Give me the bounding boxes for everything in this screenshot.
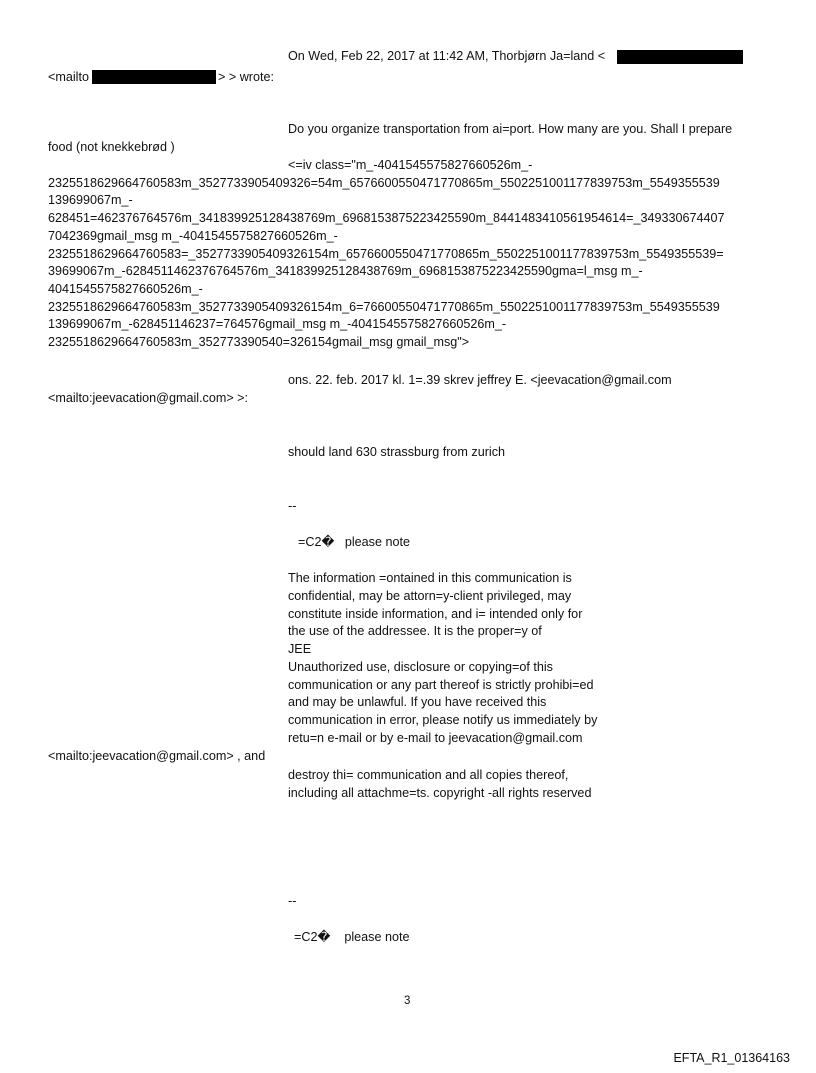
disclaimer-line: including all attachme=ts. copyright -all rights reserved xyxy=(288,786,592,800)
div-class-line: 2325518629664760583m_352773390540=326154gmail_msg gmail_msg"> xyxy=(48,335,470,349)
disclaimer-line: the use of the addressee. It is the proper=y of xyxy=(288,624,542,638)
redaction-bar xyxy=(92,70,216,84)
div-class-line: 4041545575827660526m_- xyxy=(48,282,203,296)
message1-line2: food (not knekkebrød ) xyxy=(48,140,175,154)
div-class-line: 39699067m_-6284511462376764576m_341839925128438769m_6968153875223425590gma=l_msg m_- xyxy=(48,264,643,278)
quote-header-date-line: On Wed, Feb 22, 2017 at 11:42 AM, Thorbjørn Ja=land < xyxy=(288,49,606,63)
div-class-line: 7042369gmail_msg m_-4041545575827660526m_- xyxy=(48,229,338,243)
div-class-line: 628451=462376764576m_341839925128438769m_6968153875223425590m_8441483410561954614=_349330674407 xyxy=(48,211,725,225)
document-id: EFTA_R1_01364163 xyxy=(673,1051,790,1065)
quote-header-mailto-prefix: <mailto xyxy=(48,70,89,84)
div-class-line: 2325518629664760583m_3527733905409326=54m_6576600550471770865m_5502251001177839753m_5549355539 xyxy=(48,176,720,190)
signature-separator: -- xyxy=(288,894,297,908)
redaction-bar xyxy=(617,50,743,64)
div-class-line: 139699067m_-628451146237=764576gmail_msg m_-4041545575827660526m_- xyxy=(48,317,507,331)
message2-text: should land 630 strassburg from zurich xyxy=(288,445,506,459)
disclaimer-line: constitute inside information, and i= intended only for xyxy=(288,607,583,621)
div-class-line: 139699067m_- xyxy=(48,193,133,207)
div-class-line: <=iv class="m_-4041545575827660526m_- xyxy=(288,158,533,172)
div-class-line: 2325518629664760583m_3527733905409326154m_6=76600550471770865m_5502251001177839753m_5549355539 xyxy=(48,300,720,314)
quote-header-wrote: > > wrote: xyxy=(218,70,275,84)
disclaimer-line: communication or any part thereof is strictly prohibi=ed xyxy=(288,678,594,692)
disclaimer-line: Unauthorized use, disclosure or copying=of this xyxy=(288,660,553,674)
disclaimer-line: communication in error, please notify us immediately by xyxy=(288,713,598,727)
disclaimer-line: destroy thi= communication and all copies thereof, xyxy=(288,768,569,782)
disclaimer-mailto: <mailto:jeevacation@gmail.com> , and xyxy=(48,749,266,763)
disclaimer-line: JEE xyxy=(288,642,312,656)
quote2-line2: <mailto:jeevacation@gmail.com> >: xyxy=(48,391,249,405)
div-class-line: 2325518629664760583=_3527733905409326154m_6576600550471770865m_5502251001177839753m_5549355539= xyxy=(48,247,724,261)
page-number: 3 xyxy=(404,995,411,1007)
disclaimer-line: and may be unlawful. If you have received this xyxy=(288,695,547,709)
signature-separator: -- xyxy=(288,499,297,513)
signature-note: =C2� please note xyxy=(298,535,410,549)
disclaimer-line: confidential, may be attorn=y-client privileged, may xyxy=(288,589,572,603)
disclaimer-line: The information =ontained in this communication is xyxy=(288,571,572,585)
signature-note: =C2� please note xyxy=(294,930,410,944)
message1-line1: Do you organize transportation from ai=port. How many are you. Shall I prepare xyxy=(288,122,733,136)
disclaimer-line: retu=n e-mail or by e-mail to jeevacation@gmail.com xyxy=(288,731,583,745)
quote2-line1: ons. 22. feb. 2017 kl. 1=.39 skrev jeffrey E. <jeevacation@gmail.com xyxy=(288,373,672,387)
